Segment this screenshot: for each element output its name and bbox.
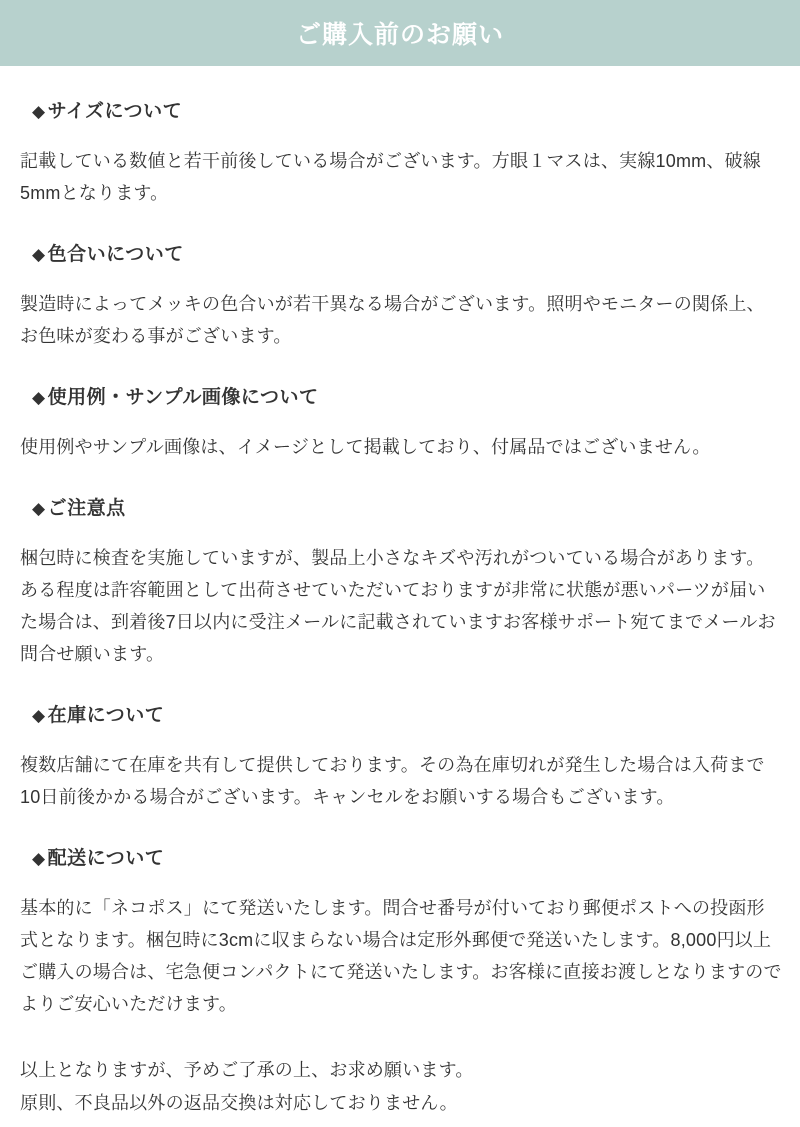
section-heading-shipping-label: 配送について — [47, 848, 165, 870]
section-stock — [18, 700, 782, 813]
footnotes — [20, 1054, 782, 1118]
section-body-shipping: 基本的に「ネコポス」にて発送いたします。問合せ番号が付いており郵便ポストへの投函形式となります。梱包時に3cmに収まらない場合は定形外郵便で発送いたします。8,000円以上ご購入の場合は、宅急便コンパクトにて発送いたします。お客様に直接お渡しとなりますのでよりご安心いただけます。 — [20, 898, 782, 1015]
section-body-sample-images: 使用例やサンプル画像は、イメージとして掲載しており、付属品ではございません。 — [20, 437, 711, 458]
section-body-size: 記載している数値と若干前後している場合がございます。方眼１マスは、実線10mm、破線5mmとなります。 — [20, 151, 761, 204]
section-heading-cautions-label: ご注意点 — [47, 498, 126, 520]
footnote-line-1: 以上となりますが、予めご了承の上、お求め願います。 — [20, 1060, 474, 1081]
diamond-icon: ◆ — [32, 245, 46, 265]
section-body-stock: 複数店舗にて在庫を共有して提供しております。その為在庫切れが発生した場合は入荷まで10日前後かかる場合がございます。キャンセルをお願いする場合もございます。 — [20, 755, 765, 808]
section-size — [18, 96, 782, 209]
section-color — [18, 239, 782, 352]
section-heading-sample-images — [32, 382, 782, 409]
section-body-cautions: 梱包時に検査を実施していますが、製品上小さなキズや汚れがついている場合があります。ある程度は許容範囲として出荷させていただいておりますが非常に状態が悪いパーツが届いた場合は、到着後7日以内に受注メールに記載されていますお客様サポート宛てまでメールお問合せ願います。 — [20, 548, 776, 665]
page-title: ご購入前のお願い — [295, 21, 504, 49]
section-sample-images — [18, 382, 782, 463]
section-cautions — [18, 493, 782, 670]
page-header — [0, 0, 800, 66]
section-heading-size-label: サイズについて — [47, 101, 183, 122]
diamond-icon: ◆ — [32, 849, 46, 869]
section-body-color: 製造時によってメッキの色合いが若干異なる場合がございます。照明やモニターの関係上、お色味が変わる事がございます。 — [20, 294, 765, 347]
diamond-icon: ◆ — [32, 388, 46, 408]
diamond-icon: ◆ — [32, 102, 46, 121]
section-heading-sample-images-label: 使用例・サンプル画像について — [47, 387, 319, 409]
section-heading-color-label: 色合いについて — [47, 244, 184, 266]
section-heading-stock-label: 在庫について — [47, 705, 165, 727]
section-heading-size — [32, 96, 782, 123]
notice-content — [0, 96, 800, 1127]
footnote-line-2: 原則、不良品以外の返品交換は対応しておりません。 — [20, 1092, 458, 1113]
section-heading-color — [32, 239, 782, 266]
section-heading-shipping — [32, 843, 782, 870]
section-heading-stock — [32, 700, 782, 727]
diamond-icon: ◆ — [32, 499, 46, 519]
section-heading-cautions — [32, 493, 782, 520]
diamond-icon: ◆ — [32, 706, 46, 726]
section-shipping — [18, 843, 782, 1020]
